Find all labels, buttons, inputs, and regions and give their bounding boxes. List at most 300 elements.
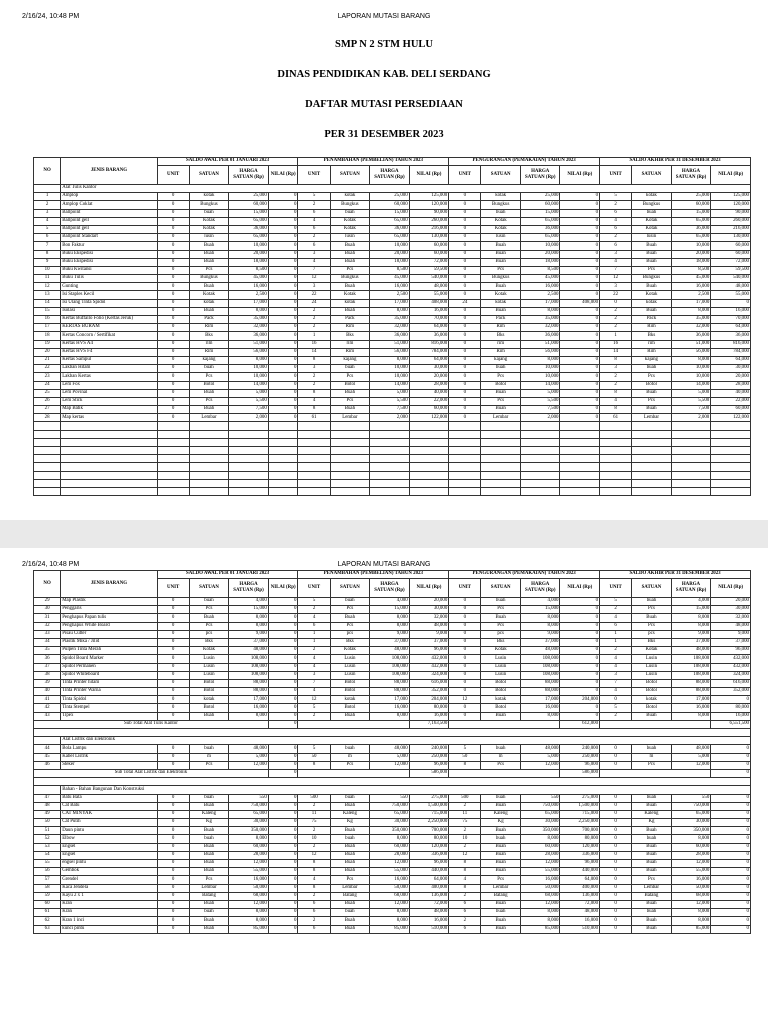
table-cell: 45,000: [520, 275, 560, 283]
table-cell: Buah: [330, 258, 370, 266]
table-cell: 38: [34, 671, 61, 679]
table-cell: 3: [298, 671, 330, 679]
table-cell: Bks: [481, 638, 521, 646]
table-cell: Lusin: [189, 655, 229, 663]
table-cell: 3: [298, 283, 330, 291]
table-cell: 15,000: [520, 606, 560, 614]
table-cell: 0: [157, 266, 189, 274]
table-cell: 0: [711, 876, 751, 884]
table-cell: 33: [34, 630, 61, 638]
table-cell: 108,000: [370, 655, 410, 663]
col-header-no: NO: [34, 158, 61, 185]
table-cell: Lusin: [330, 671, 370, 679]
table-cell: 108,000: [671, 655, 711, 663]
table-cell: 0: [560, 373, 600, 381]
table-cell: 12: [449, 696, 481, 704]
table-cell: Kabel Listrik: [61, 753, 157, 761]
table-cell: 20,000: [370, 250, 410, 258]
table-cell: 25,000: [520, 193, 560, 201]
table-cell: 8,000: [520, 835, 560, 843]
table-cell: Buah: [481, 900, 521, 908]
table-cell: Amplop Coklat: [61, 201, 157, 209]
table-cell: 0: [560, 663, 600, 671]
empty-row: [34, 471, 751, 479]
table-cell: Buah: [189, 614, 229, 622]
table-cell: rim: [632, 340, 672, 348]
table-cell: Pcs: [481, 606, 521, 614]
table-cell: 125,000: [409, 193, 449, 201]
table-cell: 56,000: [520, 348, 560, 356]
table-cell: 0: [157, 193, 189, 201]
table-cell: Pcs: [632, 606, 672, 614]
table-cell: Buah: [632, 614, 672, 622]
table-cell: 22: [600, 291, 632, 299]
table-cell: 2: [298, 827, 330, 835]
table-cell: 43: [34, 712, 61, 720]
table-cell: 3: [298, 365, 330, 373]
table-cell: 0: [449, 406, 481, 414]
table-cell: 108,000: [370, 671, 410, 679]
table-cell: 0: [560, 679, 600, 687]
table-cell: 50: [298, 753, 330, 761]
print-date: 2/16/24, 10:48 PM: [22, 561, 80, 568]
table-cell: 350,000: [370, 827, 410, 835]
table-cell: 0: [157, 258, 189, 266]
table-cell: 0: [268, 225, 298, 233]
table-cell: 16,000: [671, 876, 711, 884]
table-cell: 8: [449, 868, 481, 876]
table-cell: 62: [34, 917, 61, 925]
table-cell: Buah: [632, 406, 672, 414]
table-cell: 440,000: [409, 868, 449, 876]
table-cell: 16,000: [711, 307, 751, 315]
col-subheader: HARGA SATUAN (Rp): [671, 579, 711, 598]
table-cell: 15,000: [370, 209, 410, 217]
table-cell: 0: [268, 250, 298, 258]
table-cell: 12,000: [671, 900, 711, 908]
table-cell: kajang: [632, 356, 672, 364]
spacer-row: [34, 729, 751, 737]
table-cell: Kertas Buffallo Folio (Kertas Jeruk): [61, 316, 157, 324]
table-row: [34, 909, 751, 917]
table-cell: 22,000: [409, 397, 449, 405]
table-cell: 0: [560, 638, 600, 646]
table-cell: 48,000: [711, 283, 751, 291]
table-cell: 49: [34, 810, 61, 818]
table-row: [34, 324, 751, 332]
table-cell: Lusin: [330, 663, 370, 671]
table-cell: Pulpen Tinta Merah: [61, 647, 157, 655]
table-cell: 36,000: [229, 332, 269, 340]
table-cell: 1: [34, 193, 61, 201]
table-cell: CAT MINYAK: [61, 810, 157, 818]
table-cell: 5,000: [520, 389, 560, 397]
table-cell: 0: [711, 860, 751, 868]
table-cell: 12,000: [370, 900, 410, 908]
table-cell: 0: [560, 356, 600, 364]
table-cell: Lusin: [481, 671, 521, 679]
table-cell: 15,000: [671, 209, 711, 217]
table-cell: lusin: [632, 234, 672, 242]
table-cell: 0: [449, 671, 481, 679]
table-cell: 20,000: [229, 250, 269, 258]
empty-row: [34, 422, 751, 430]
table-cell: Penghapus White Board: [61, 622, 157, 630]
table-cell: 2: [298, 234, 330, 242]
table-cell: Pcs: [189, 606, 229, 614]
table-cell: Pcs: [189, 761, 229, 769]
table-cell: Buah: [189, 843, 229, 851]
table-row: [34, 663, 751, 671]
table-cell: 540,000: [711, 275, 751, 283]
table-cell: Botol: [481, 679, 521, 687]
table-cell: Kotak: [632, 225, 672, 233]
table-cell: buah: [632, 794, 672, 802]
table-cell: Kotak: [330, 647, 370, 655]
table-cell: 0: [560, 414, 600, 422]
table-cell: 0: [268, 356, 298, 364]
table-cell: 48,000: [560, 909, 600, 917]
table-cell: 48,000: [409, 622, 449, 630]
table-cell: Engsel: [61, 843, 157, 851]
table-cell: 0: [560, 217, 600, 225]
table-cell: 36,000: [520, 225, 560, 233]
table-cell: Buah: [632, 860, 672, 868]
table-cell: 108,000: [229, 663, 269, 671]
table-cell: Buah: [189, 258, 229, 266]
table-cell: Buah: [330, 242, 370, 250]
table-cell: 0: [449, 283, 481, 291]
table-cell: 18,000: [370, 258, 410, 266]
table-cell: 0: [268, 365, 298, 373]
table-cell: 64,000: [409, 876, 449, 884]
table-cell: 14,000: [671, 381, 711, 389]
subtotal-value: 586,000: [560, 769, 600, 777]
table-cell: 10,000: [370, 365, 410, 373]
table-cell: Buah: [481, 283, 521, 291]
table-cell: 0: [600, 753, 632, 761]
table-cell: Buah: [632, 250, 672, 258]
table-cell: Kotak: [632, 647, 672, 655]
table-cell: Kaleng: [330, 810, 370, 818]
table-cell: Rim: [481, 324, 521, 332]
table-row: [34, 843, 751, 851]
table-cell: Buah: [330, 307, 370, 315]
report-page-2: [0, 548, 768, 1024]
table-cell: 90,000: [711, 209, 751, 217]
table-cell: 0: [268, 373, 298, 381]
table-cell: Pcs: [189, 397, 229, 405]
table-cell: 2: [600, 316, 632, 324]
table-cell: Kotak: [189, 647, 229, 655]
table-cell: 12,000: [370, 860, 410, 868]
table-cell: 5,000: [229, 389, 269, 397]
table-cell: Kotak: [189, 291, 229, 299]
table-cell: Buah: [632, 712, 672, 720]
table-cell: 0: [268, 201, 298, 209]
table-cell: Buah: [481, 925, 521, 933]
table-cell: 715,000: [560, 810, 600, 818]
table-cell: 0: [157, 291, 189, 299]
table-cell: 250,000: [409, 753, 449, 761]
table-cell: Botol: [632, 381, 672, 389]
table-cell: 0: [157, 647, 189, 655]
table-cell: Botol: [189, 688, 229, 696]
table-cell: 120,000: [711, 201, 751, 209]
table-cell: Tinta Printer hitam: [61, 679, 157, 687]
table-cell: Daun pintu: [61, 827, 157, 835]
table-cell: 65,000: [370, 810, 410, 818]
table-cell: buah: [481, 794, 521, 802]
table-cell: 36,000: [229, 225, 269, 233]
table-cell: 12,000: [229, 860, 269, 868]
table-cell: Buah: [481, 242, 521, 250]
col-header-no: NO: [34, 571, 61, 598]
table-cell: Buah: [189, 900, 229, 908]
table-cell: 350,000: [520, 827, 560, 835]
table-cell: 700,000: [560, 827, 600, 835]
table-cell: Lusin: [632, 663, 672, 671]
table-cell: 260,000: [409, 217, 449, 225]
table-cell: Buah: [632, 389, 672, 397]
table-cell: 17,000: [520, 299, 560, 307]
table-cell: 6: [298, 209, 330, 217]
table-cell: 9: [34, 258, 61, 266]
table-cell: 60,000: [409, 242, 449, 250]
table-cell: kotak: [189, 193, 229, 201]
table-cell: 9,000: [711, 630, 751, 638]
table-cell: Pcs: [481, 397, 521, 405]
table-cell: 0: [157, 819, 189, 827]
table-cell: lusin: [481, 234, 521, 242]
table-cell: 88,000: [229, 688, 269, 696]
table-row: [34, 606, 751, 614]
table-cell: 816,000: [409, 340, 449, 348]
table-cell: 6: [600, 225, 632, 233]
table-cell: 8: [298, 884, 330, 892]
table-cell: 500: [449, 794, 481, 802]
table-cell: 1,500,000: [560, 802, 600, 810]
table-cell: 10,000: [229, 365, 269, 373]
table-cell: rim: [330, 340, 370, 348]
table-cell: 0: [449, 307, 481, 315]
table-cell: 0: [711, 802, 751, 810]
table-cell: 60,000: [711, 242, 751, 250]
table-cell: 64,000: [711, 324, 751, 332]
table-cell: 0: [600, 761, 632, 769]
table-cell: 0: [711, 868, 751, 876]
table-cell: 6: [600, 209, 632, 217]
col-header-jenis-barang: JENIS BARANG: [61, 158, 157, 185]
table-cell: Buah: [632, 827, 672, 835]
table-cell: 2: [449, 892, 481, 900]
table-cell: 40,000: [711, 389, 751, 397]
table-row: [34, 679, 751, 687]
table-cell: Buah: [189, 242, 229, 250]
table-cell: Lembar: [632, 884, 672, 892]
table-cell: lusin: [330, 234, 370, 242]
table-cell: 108,000: [229, 671, 269, 679]
subtotal-label: Sub Total Alat Listrik dan Elektronik: [34, 769, 269, 777]
table-cell: 8: [298, 868, 330, 876]
table-cell: 352,000: [711, 688, 751, 696]
table-row: [34, 258, 751, 266]
table-cell: 2: [298, 201, 330, 209]
table-cell: 22: [298, 291, 330, 299]
table-row: [34, 802, 751, 810]
table-cell: 324,000: [409, 671, 449, 679]
table-cell: 2: [34, 201, 61, 209]
table-cell: 10,000: [671, 365, 711, 373]
table-row: [34, 688, 751, 696]
table-cell: 0: [560, 316, 600, 324]
col-subheader: UNIT: [157, 166, 189, 185]
table-cell: Pisau Cutter: [61, 630, 157, 638]
table-cell: Bungkus: [189, 275, 229, 283]
table-cell: 68,000: [370, 892, 410, 900]
table-cell: 275,000: [409, 794, 449, 802]
table-cell: 6: [298, 242, 330, 250]
col-group-header: SALDO AKHIR PER 31 DESEMBER 2023: [600, 571, 751, 579]
table-cell: Pcs: [330, 622, 370, 630]
table-cell: 14: [34, 299, 61, 307]
col-subheader: SATUAN: [189, 166, 229, 185]
table-cell: 0: [157, 917, 189, 925]
col-header-jenis-barang: JENIS BARANG: [61, 571, 157, 598]
table-cell: 0: [449, 340, 481, 348]
table-cell: 30,000: [229, 819, 269, 827]
table-cell: Pcs: [330, 606, 370, 614]
table-cell: pcs: [632, 630, 672, 638]
table-cell: 784,000: [409, 348, 449, 356]
table-cell: 0: [157, 598, 189, 606]
table-cell: 46: [34, 761, 61, 769]
table-cell: 0: [449, 389, 481, 397]
table-cell: Buah: [481, 827, 521, 835]
table-cell: 8,000: [370, 622, 410, 630]
table-cell: Buah: [481, 389, 521, 397]
table-cell: 2: [298, 316, 330, 324]
table-cell: 51,000: [229, 340, 269, 348]
table-cell: buah: [481, 835, 521, 843]
table-cell: 0: [449, 275, 481, 283]
table-cell: 4,000: [229, 598, 269, 606]
table-cell: 8: [600, 389, 632, 397]
table-cell: 0: [268, 860, 298, 868]
table-cell: 2,500: [370, 291, 410, 299]
table-cell: 37,000: [711, 638, 751, 646]
table-cell: Ballpoint Standart: [61, 234, 157, 242]
table-cell: 5: [449, 745, 481, 753]
table-cell: Pack: [481, 316, 521, 324]
table-cell: 3: [34, 209, 61, 217]
table-cell: 0: [560, 275, 600, 283]
table-cell: 0: [560, 630, 600, 638]
table-cell: 85,000: [671, 925, 711, 933]
table-cell: 28,000: [229, 851, 269, 859]
table-cell: Buah: [330, 712, 370, 720]
table-cell: 70,000: [711, 316, 751, 324]
table-cell: 0: [600, 299, 632, 307]
table-cell: 0: [268, 638, 298, 646]
table-cell: 0: [268, 217, 298, 225]
table-cell: 28: [34, 414, 61, 422]
table-cell: 0: [600, 827, 632, 835]
table-cell: 20,000: [409, 373, 449, 381]
table-cell: Lusin: [481, 663, 521, 671]
table-cell: Lem Fox: [61, 381, 157, 389]
table-cell: 2,000: [229, 414, 269, 422]
table-cell: 0: [560, 225, 600, 233]
table-cell: 10,000: [671, 373, 711, 381]
table-row: [34, 696, 751, 704]
table-cell: Kotak: [330, 217, 370, 225]
col-group-header: PENAMBAHAN (PEMBELIAN) TAHUN 2023: [298, 158, 449, 166]
table-cell: 6: [449, 900, 481, 908]
table-cell: 0: [157, 414, 189, 422]
table-cell: 8: [298, 860, 330, 868]
table-cell: 8,000: [671, 356, 711, 364]
table-cell: 16,000: [671, 704, 711, 712]
empty-row: [34, 430, 751, 438]
table-cell: Buah: [189, 389, 229, 397]
table-cell: 6: [298, 925, 330, 933]
table-cell: 0: [449, 250, 481, 258]
table-cell: 0: [157, 900, 189, 908]
table-cell: 12,000: [229, 761, 269, 769]
table-cell: 16: [34, 316, 61, 324]
table-cell: 0: [157, 835, 189, 843]
table-cell: 550: [520, 794, 560, 802]
table-cell: 0: [157, 688, 189, 696]
table-cell: Pcs: [330, 761, 370, 769]
print-title: LAPORAN MUTASI BARANG: [337, 561, 431, 568]
table-cell: 20,000: [711, 598, 751, 606]
section-label: Alat Tulis Kantor: [61, 185, 751, 193]
table-cell: 0: [711, 917, 751, 925]
table-cell: 0: [449, 712, 481, 720]
table-cell: 0: [157, 671, 189, 679]
table-cell: pcs: [189, 630, 229, 638]
section-row: [34, 786, 751, 794]
table-cell: 0: [449, 225, 481, 233]
table-cell: 5,000: [671, 389, 711, 397]
table-cell: 12: [600, 275, 632, 283]
table-cell: 10,000: [229, 242, 269, 250]
table-cell: 108,000: [229, 655, 269, 663]
table-cell: 70,000: [409, 316, 449, 324]
table-cell: 36,000: [671, 332, 711, 340]
table-cell: 11: [34, 275, 61, 283]
table-cell: 0: [157, 209, 189, 217]
table-cell: 60,000: [229, 843, 269, 851]
table-cell: 0: [157, 307, 189, 315]
table-cell: 0: [268, 876, 298, 884]
table-cell: 8: [449, 761, 481, 769]
table-cell: Buah: [189, 307, 229, 315]
table-cell: 108,000: [520, 655, 560, 663]
table-cell: 88,000: [671, 679, 711, 687]
table-row: [34, 414, 751, 422]
table-row: [34, 307, 751, 315]
table-cell: 5,000: [520, 753, 560, 761]
table-cell: Bungkus: [632, 201, 672, 209]
table-cell: buah: [632, 909, 672, 917]
table-cell: 0: [157, 234, 189, 242]
table-row: [34, 884, 751, 892]
table-cell: 0: [600, 876, 632, 884]
table-cell: 336,000: [409, 851, 449, 859]
